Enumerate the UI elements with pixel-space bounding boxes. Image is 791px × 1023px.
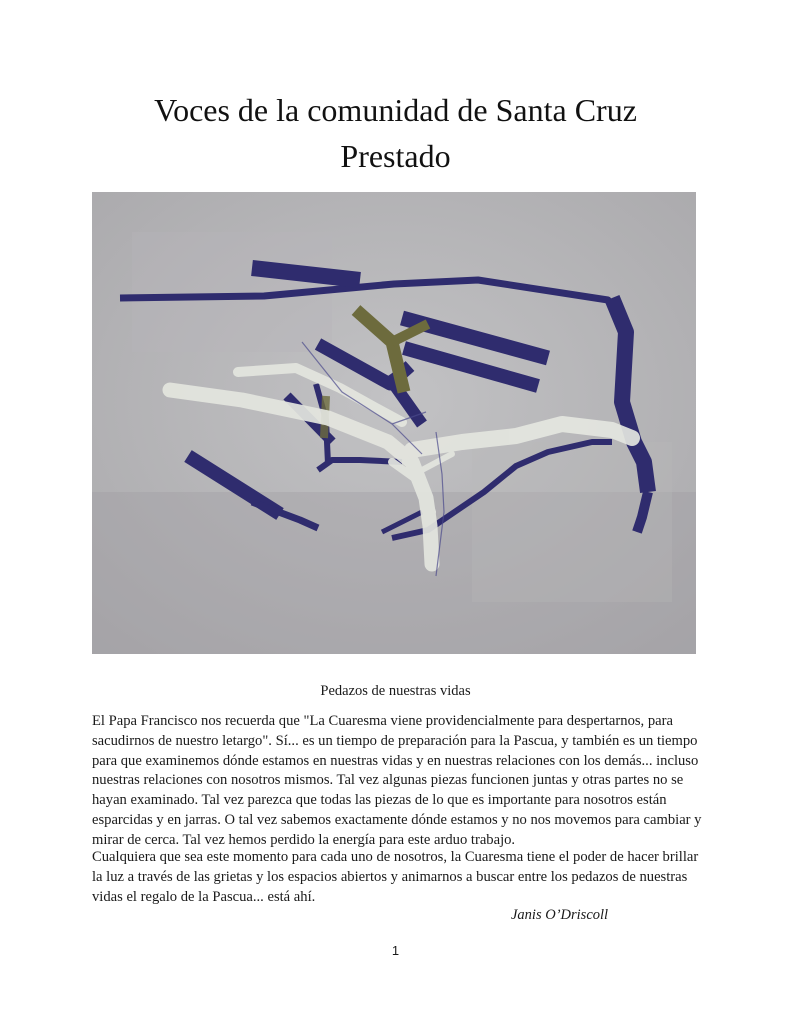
artwork-image — [92, 192, 696, 654]
image-caption: Pedazos de nuestras vidas — [320, 683, 471, 699]
body-paragraph: Cualquiera que sea este momento para cada uno de nosotros, la Cuaresma tiene el poder de hacer brillar la luz a través de las grietas y los espacios abiertos y animarnos a buscar entre los pedazos de nuestras vidas el regalo de la Pascua... está ahí. — [92, 849, 699, 905]
author-signature: Janis O’Driscoll — [511, 907, 609, 923]
page-subtitle: Prestado — [340, 138, 451, 174]
page-number: 1 — [391, 943, 400, 958]
page-title: Voces de la comunidad de Santa Cruz — [154, 92, 637, 128]
body-paragraph: El Papa Francisco nos recuerda que "La Cuaresma viene providencialmente para despertarnos, para sacudirnos de nuestro letargo". Sí... es un tiempo de preparación para la Pascua, y también es un tiempo para que examinemos dónde estamos en nuestras vidas y en nuestras relaciones con los demás... incluso nuestras relaciones con nosotros mismos. Tal vez algunas piezas funcionen juntas y otras partes no se hayan examinado. Tal vez parezca que todas las piezas de lo que es importante para nosotros están esparcidas y en jarras. O tal vez sabemos exactamente dónde estamos y no nos movemos para cambiar y mirar de cerca. Tal vez hemos perdido la energía para este arduo trabajo. — [92, 713, 702, 848]
